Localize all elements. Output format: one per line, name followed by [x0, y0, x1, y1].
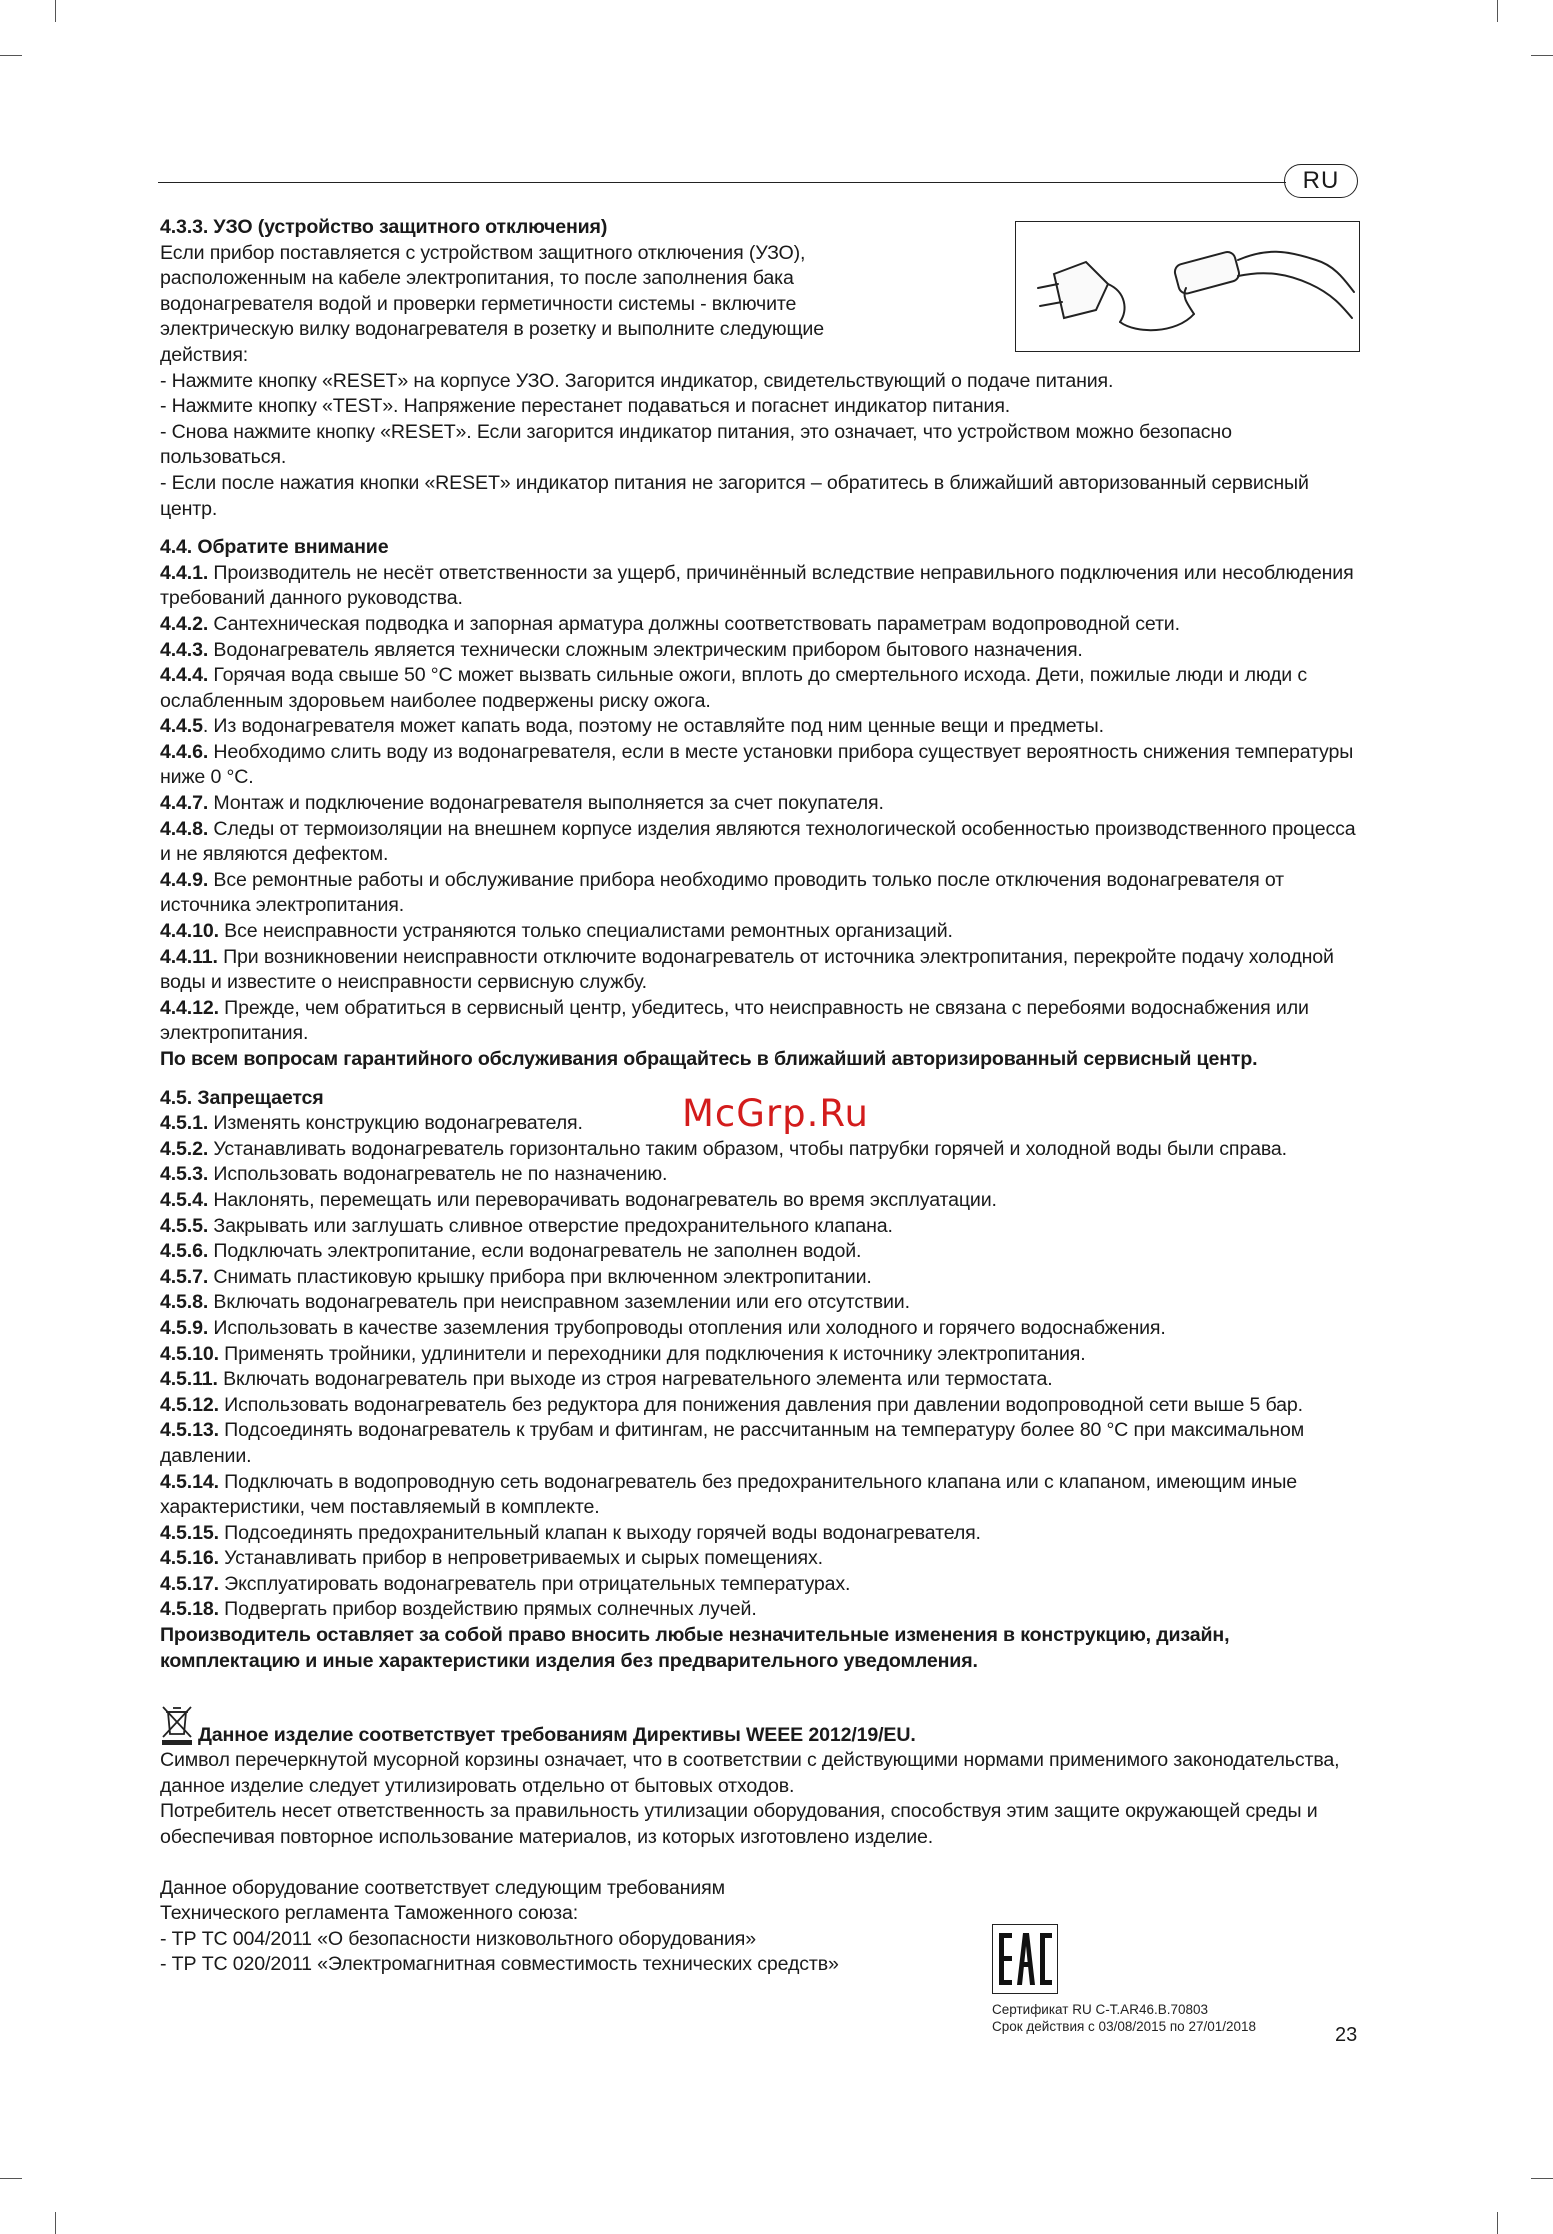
- prohibited-item: [160, 1367, 1360, 1393]
- certificate-info: [992, 2001, 1256, 2035]
- rcd-section: [160, 215, 1360, 522]
- attention-item: [160, 714, 1360, 740]
- prohibited-item-text: Подвергать прибор воздействию прямых солнечных лучей.: [218, 1598, 757, 1621]
- rcd-step: - Если после нажатия кнопки «RESET» индикатор питания не загорится – обратитесь в ближайший авторизованный сервисный центр.: [160, 471, 1309, 520]
- document-body: [160, 215, 1360, 1978]
- prohibited-item-number: 4.5.17.: [160, 1572, 219, 1595]
- prohibited-item-text: Применять тройники, удлинители и переходники для подключения к источнику электропитания.: [218, 1342, 1086, 1365]
- prohibited-item: [160, 1342, 1360, 1368]
- weee-heading: Данное изделие соответствует требованиям Директивы WEEE 2012/19/EU.: [198, 1723, 916, 1746]
- prohibited-item: [160, 1572, 1360, 1598]
- section-heading: 4.5. Запрещается: [160, 1086, 324, 1109]
- crop-mark: [55, 0, 56, 22]
- prohibited-item-text: Устанавливать прибор в непроветриваемых и сырых помещениях.: [218, 1547, 823, 1570]
- attention-item-number: 4.4.4.: [160, 664, 209, 687]
- attention-item: [160, 945, 1360, 996]
- watermark: McGrp.Ru: [682, 1092, 869, 1135]
- prohibited-item: [160, 1290, 1360, 1316]
- prohibited-item: [160, 1111, 1360, 1137]
- prohibited-item-text: Закрывать или заглушать сливное отверстие предохранительного клапана.: [208, 1214, 893, 1237]
- attention-list: [160, 561, 1360, 1047]
- prohibited-item-text: Эксплуатировать водонагреватель при отрицательных температурах.: [218, 1572, 851, 1595]
- prohibited-item-number: 4.5.14.: [160, 1470, 219, 1493]
- crop-mark: [1497, 0, 1498, 22]
- prohibited-item: [160, 1137, 1360, 1163]
- prohibited-item-number: 4.5.3.: [160, 1163, 209, 1186]
- prohibited-item: [160, 1162, 1360, 1188]
- prohibited-item-text: Подсоединять предохранительный клапан к выходу горячей воды водонагревателя.: [218, 1521, 981, 1544]
- attention-item-number: 4.4.3.: [160, 638, 209, 661]
- prohibited-item: [160, 1418, 1360, 1469]
- attention-item-number: 4.4.9.: [160, 868, 209, 891]
- page-number: 23: [1335, 2024, 1358, 2046]
- text-line: водонагревателя водой и проверки герметичности системы - включите: [160, 292, 797, 315]
- attention-item-text: Сантехническая подводка и запорная арматура должны соответствовать параметрам водопроводной сети.: [208, 612, 1180, 635]
- eac-logo: [992, 1924, 1058, 1994]
- crop-mark: [55, 2212, 56, 2234]
- prohibited-item-text: Включать водонагреватель при неисправном заземлении или его отсутствии.: [208, 1291, 910, 1314]
- certificate-validity: Срок действия с 03/08/2015 по 27/01/2018: [992, 2019, 1257, 2034]
- section-heading: 4.4. Обратите внимание: [160, 536, 389, 559]
- attention-closing: По всем вопросам гарантийного обслуживания обращайтесь в ближайший авторизированный сервисный центр.: [160, 1048, 1258, 1070]
- prohibited-item: [160, 1521, 1360, 1547]
- prohibited-item-number: 4.5.4.: [160, 1188, 209, 1211]
- prohibited-section: [160, 1086, 1360, 1675]
- attention-item-number: 4.4.5: [160, 715, 203, 738]
- attention-item-number: 4.4.1.: [160, 561, 209, 584]
- weee-paragraph: Символ перечеркнутой мусорной корзины означает, что в соответствии с действующими нормами применимого законодательства, данное изделие следует утилизировать отдельно от бытовых отходов.: [160, 1749, 1340, 1797]
- attention-item: [160, 868, 1360, 919]
- attention-item-text: Все ремонтные работы и обслуживание прибора необходимо проводить только после отключения водонагревателя от источника электропитания.: [160, 868, 1284, 917]
- prohibited-item-text: Включать водонагреватель при выходе из строя нагревательного элемента или термостата.: [217, 1368, 1053, 1391]
- attention-item: [160, 663, 1360, 714]
- weee-section: [160, 1704, 1360, 1850]
- crop-mark: [0, 2178, 22, 2179]
- prohibited-item-number: 4.5.12.: [160, 1393, 219, 1416]
- text-line: - ТР ТС 004/2011 «О безопасности низковольтного оборудования»: [160, 1927, 756, 1950]
- crop-mark: [1497, 2212, 1498, 2234]
- attention-item: [160, 561, 1360, 612]
- prohibited-item-text: Подключать электропитание, если водонагреватель не заполнен водой.: [208, 1240, 862, 1263]
- prohibited-item-text: Снимать пластиковую крышку прибора при включенном электропитании.: [208, 1265, 872, 1288]
- prohibited-item: [160, 1316, 1360, 1342]
- crop-mark: [0, 55, 22, 56]
- attention-item-text: Прежде, чем обратиться в сервисный центр, убедитесь, что неисправность не связана с перебоями водоснабжения или электропитания.: [160, 996, 1309, 1045]
- attention-item: [160, 612, 1360, 638]
- prohibited-item: [160, 1597, 1360, 1623]
- prohibited-item-text: Устанавливать водонагреватель горизонтально таким образом, чтобы патрубки горячей и холодной воды были справа.: [208, 1137, 1287, 1160]
- rcd-step: - Нажмите кнопку «RESET» на корпусе УЗО. Загорится индикатор, свидетельствующий о подаче питания.: [160, 369, 1114, 392]
- text-line: расположенным на кабеле электропитания, то после заполнения бака: [160, 267, 794, 290]
- prohibited-item: [160, 1265, 1360, 1291]
- attention-item-number: 4.4.6.: [160, 740, 209, 763]
- text-line: действия:: [160, 343, 249, 366]
- attention-item-text: Монтаж и подключение водонагревателя выполняется за счет покупателя.: [208, 792, 884, 815]
- prohibited-item-text: Использовать в качестве заземления трубопроводы отопления или холодного и горячего водоснабжения.: [208, 1316, 1166, 1339]
- prohibited-item-number: 4.5.2.: [160, 1137, 209, 1160]
- attention-item: [160, 740, 1360, 791]
- prohibited-item-number: 4.5.8.: [160, 1291, 209, 1314]
- prohibited-item: [160, 1214, 1360, 1240]
- prohibited-item: [160, 1393, 1360, 1419]
- crossed-bin-icon: [160, 1704, 194, 1746]
- attention-item-text: Все неисправности устраняются только специалистами ремонтных организаций.: [218, 920, 953, 943]
- text-line: Если прибор поставляется с устройством защитного отключения (УЗО),: [160, 241, 806, 264]
- prohibited-closing: Производитель оставляет за собой право вносить любые незначительные изменения в конструкцию, дизайн, комплектацию и иные характеристики изделия без предварительного уведомления.: [160, 1624, 1230, 1672]
- prohibited-item-text: Подсоединять водонагреватель к трубам и фитингам, не рассчитанным на температуру более 80 °С при максимальном давлении.: [160, 1419, 1305, 1467]
- attention-item-text: Водонагреватель является технически сложным электрическим прибором бытового назначения.: [208, 638, 1083, 661]
- prohibited-item-number: 4.5.6.: [160, 1240, 209, 1263]
- weee-paragraph: Потребитель несет ответственность за правильность утилизации оборудования, способствуя этим защите окружающей среды и обеспечивая повторное использование материалов, из которых изготовлено изделие.: [160, 1800, 1318, 1849]
- prohibited-item-number: 4.5.7.: [160, 1265, 209, 1288]
- attention-item-number: 4.4.12.: [160, 996, 219, 1019]
- attention-item: [160, 817, 1360, 868]
- prohibited-item: [160, 1470, 1360, 1521]
- prohibited-item-number: 4.5.10.: [160, 1342, 219, 1365]
- attention-item-text: . Из водонагревателя может капать вода, поэтому не оставляйте под ним ценные вещи и предметы.: [202, 715, 1104, 738]
- prohibited-item: [160, 1239, 1360, 1265]
- attention-item: [160, 638, 1360, 664]
- crop-mark: [1531, 55, 1553, 56]
- prohibited-list: [160, 1111, 1360, 1623]
- text-line: Технического регламента Таможенного союза:: [160, 1902, 579, 1925]
- prohibited-item-text: Использовать водонагреватель не по назначению.: [208, 1163, 668, 1186]
- text-line: - ТР ТС 020/2011 «Электромагнитная совместимость технических средств»: [160, 1953, 839, 1976]
- prohibited-item-number: 4.5.16.: [160, 1547, 219, 1570]
- prohibited-item-number: 4.5.9.: [160, 1316, 209, 1339]
- prohibited-item: [160, 1188, 1360, 1214]
- weee-heading-row: [160, 1704, 1360, 1748]
- attention-item-text: При возникновении неисправности отключите водонагреватель от источника электропитания, перекройте подачу холодной воды и известите о неисправности сервисную службу.: [160, 945, 1334, 994]
- language-badge: RU: [1284, 164, 1358, 198]
- attention-item-number: 4.4.7.: [160, 792, 209, 815]
- attention-item-text: Необходимо слить воду из водонагревателя, если в месте установки прибора существует вероятность снижения температуры ниже 0 °С.: [160, 740, 1354, 789]
- section-heading: 4.3.3. УЗО (устройство защитного отключения): [160, 216, 608, 238]
- attention-item: [160, 919, 1360, 945]
- conformity-section: [160, 1876, 990, 1978]
- attention-item: [160, 996, 1360, 1047]
- prohibited-item-text: Подключать в водопроводную сеть водонагреватель без предохранительного клапана или с клапаном, имеющим иные характеристики, чем поставляемый в комплекте.: [160, 1470, 1298, 1519]
- header-rule: [158, 182, 1286, 183]
- text-line: Данное оборудование соответствует следующим требованиям: [160, 1876, 725, 1899]
- prohibited-item-number: 4.5.1.: [160, 1112, 209, 1135]
- crop-mark: [1531, 2178, 1553, 2179]
- attention-item-text: Горячая вода свыше 50 °С может вызвать сильные ожоги, вплоть до смертельного исхода. Дети, пожилые люди и люди с ослабленным здоровьем наиболее подвержены риску ожога.: [160, 664, 1308, 712]
- rcd-step: - Нажмите кнопку «TEST». Напряжение перестанет подаваться и погаснет индикатор питания.: [160, 395, 1011, 418]
- rcd-step: - Снова нажмите кнопку «RESET». Если загорится индикатор питания, это означает, что устройством можно безопасно пользоваться.: [160, 420, 1232, 469]
- attention-item-text: Следы от термоизоляции на внешнем корпусе изделия являются технологической особенностью производственного процесса и не являются дефектом.: [160, 817, 1356, 866]
- prohibited-item-number: 4.5.13.: [160, 1419, 219, 1442]
- rcd-intro: [160, 241, 920, 369]
- prohibited-item-number: 4.5.11.: [160, 1368, 218, 1391]
- attention-section: [160, 535, 1360, 1072]
- attention-item-number: 4.4.8.: [160, 817, 209, 840]
- prohibited-item-text: Изменять конструкцию водонагревателя.: [208, 1112, 583, 1135]
- prohibited-item-number: 4.5.5.: [160, 1214, 209, 1237]
- attention-item: [160, 791, 1360, 817]
- prohibited-item: [160, 1546, 1360, 1572]
- attention-item-number: 4.4.2.: [160, 612, 209, 635]
- prohibited-item-text: Наклонять, перемещать или переворачивать водонагреватель во время эксплуатации.: [208, 1188, 997, 1211]
- attention-item-text: Производитель не несёт ответственности за ущерб, причинённый вследствие неправильного подключения или несоблюдения требований данного руководства.: [160, 561, 1354, 610]
- prohibited-item-number: 4.5.18.: [160, 1598, 219, 1621]
- text-line: электрическую вилку водонагревателя в розетку и выполните следующие: [160, 318, 824, 341]
- prohibited-item-number: 4.5.15.: [160, 1521, 219, 1544]
- prohibited-item-text: Использовать водонагреватель без редуктора для понижения давления при давлении водопроводной сети выше 5 бар.: [218, 1393, 1303, 1416]
- attention-item-number: 4.4.11.: [160, 945, 218, 968]
- attention-item-number: 4.4.10.: [160, 920, 219, 943]
- certificate-number: Сертификат RU C-T.AR46.B.70803: [992, 2002, 1208, 2017]
